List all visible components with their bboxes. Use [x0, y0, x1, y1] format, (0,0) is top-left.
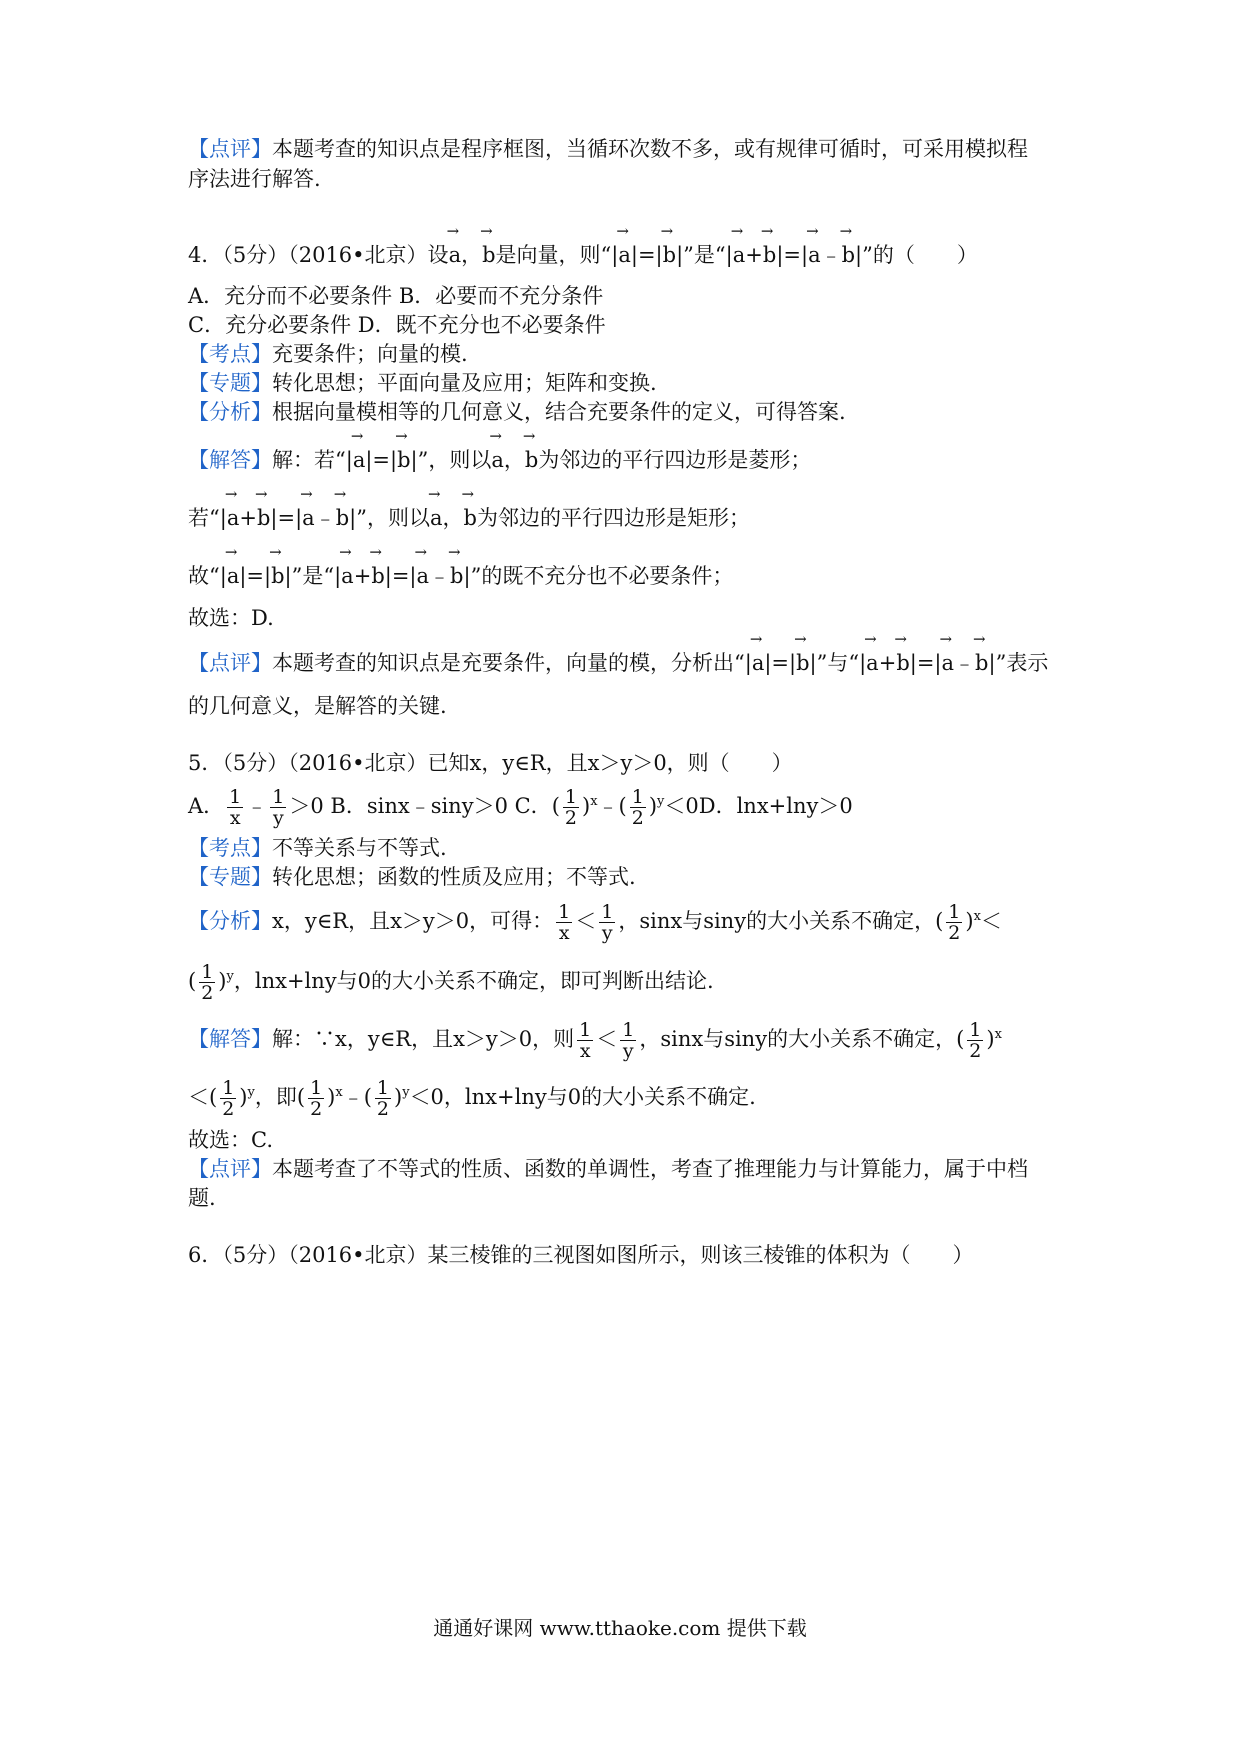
q4-jieda-line1: 【解答】解：若“|→ a|=|→ b|”，则以→ a，→ b为邻边的平行四边形是菱形；	[188, 445, 811, 475]
q4-stem: 4．（5分）（2016•北京）设→ a，→ b是向量，则“|→ a|=|→ b|”是“|→ a+→ b|=|→ a﹣→ b|”的（ ）	[188, 240, 978, 270]
q5-options: A． $\frac{1}{x}$ ﹣ $\frac{1}{y}$ ＞0 B．sinx﹣siny＞0 C．( $\frac{1}{2}$ )$^x$﹣( $\frac{1}{2}$ )$^y$＜0D．lnx+lny＞0	[188, 786, 853, 829]
q4-jieda-line2: 若“|→ a+→ b|=|→ a﹣→ b|”，则以→ a，→ b为邻边的平行四边形是矩形；	[188, 503, 750, 533]
q4-kaodian: 【考点】充要条件；向量的模.	[188, 342, 468, 366]
q3-review-line2: 序法进行解答.	[188, 167, 321, 191]
q5-kaodian: 【考点】不等关系与不等式.	[188, 836, 447, 860]
q5-review-line1: 【点评】本题考查了不等式的性质、函数的单调性，考查了推理能力与计算能力，属于中档	[188, 1157, 1028, 1181]
q5-stem: 5．（5分）（2016•北京）已知x，y∈R，且x＞y＞0，则（ ）	[188, 751, 793, 775]
q5-fenxi-line1: 【分析】x，y∈R，且x＞y＞0，可得： $\frac{1}{x}$ ＜ $\frac{1}{y}$ ，sinx与siny的大小关系不确定，( $\frac{1}{2}$ )$^x$＜	[188, 901, 1002, 944]
review-tag: 【点评】	[188, 137, 272, 161]
q6-stem: 6．（5分）（2016•北京）某三棱锥的三视图如图所示，则该三棱锥的体积为（ ）	[188, 1243, 974, 1267]
q4-review-line2: 的几何意义，是解答的关键.	[188, 694, 447, 718]
q3-review-line1: 【点评】本题考查的知识点是程序框图，当循环次数不多，或有规律可循时，可采用模拟程	[188, 137, 1028, 161]
q4-fenxi: 【分析】根据向量模相等的几何意义，结合充要条件的定义，可得答案.	[188, 400, 846, 424]
q5-jieda-line2: ＜( $\frac{1}{2}$ )$^y$，即( $\frac{1}{2}$ )$^x$﹣( $\frac{1}{2}$ )$^y$＜0，lnx+lny与0的大小关系不确定.	[188, 1077, 756, 1120]
q4-zhuanti: 【专题】转化思想；平面向量及应用；矩阵和变换.	[188, 371, 657, 395]
q5-fenxi-line2: ( $\frac{1}{2}$ )$^y$，lnx+lny与0的大小关系不确定，即可判断出结论.	[188, 961, 714, 1004]
q4-options-line1: A．充分而不必要条件 B．必要而不充分条件	[188, 284, 604, 308]
q5-zhuanti: 【专题】转化思想；函数的性质及应用；不等式.	[188, 865, 636, 889]
footer-credit: 通通好课网 www.tthaoke.com 提供下载	[433, 1616, 807, 1640]
q4-jieda-line3: 故“|→ a|=|→ b|”是“|→ a+→ b|=|→ a﹣→ b|”的既不充分也不必要条件；	[188, 561, 733, 591]
q5-jieda-line1: 【解答】解：∵x，y∈R，且x＞y＞0，则 $\frac{1}{x}$ ＜ $\frac{1}{y}$ ，sinx与siny的大小关系不确定，( $\frac{1}{2}$ )$^x$	[188, 1019, 1002, 1062]
q5-review-line2: 题.	[188, 1186, 216, 1210]
q4-options-line2: C．充分必要条件 D．既不充分也不必要条件	[188, 313, 606, 337]
q4-review-line1: 【点评】本题考查的知识点是充要条件，向量的模，分析出“|→ a|=|→ b|”与“|→ a+→ b|=|→ a﹣→ b|”表示	[188, 648, 1048, 678]
q4-answer: 故选：D.	[188, 606, 274, 630]
q5-answer: 故选：C.	[188, 1128, 273, 1152]
